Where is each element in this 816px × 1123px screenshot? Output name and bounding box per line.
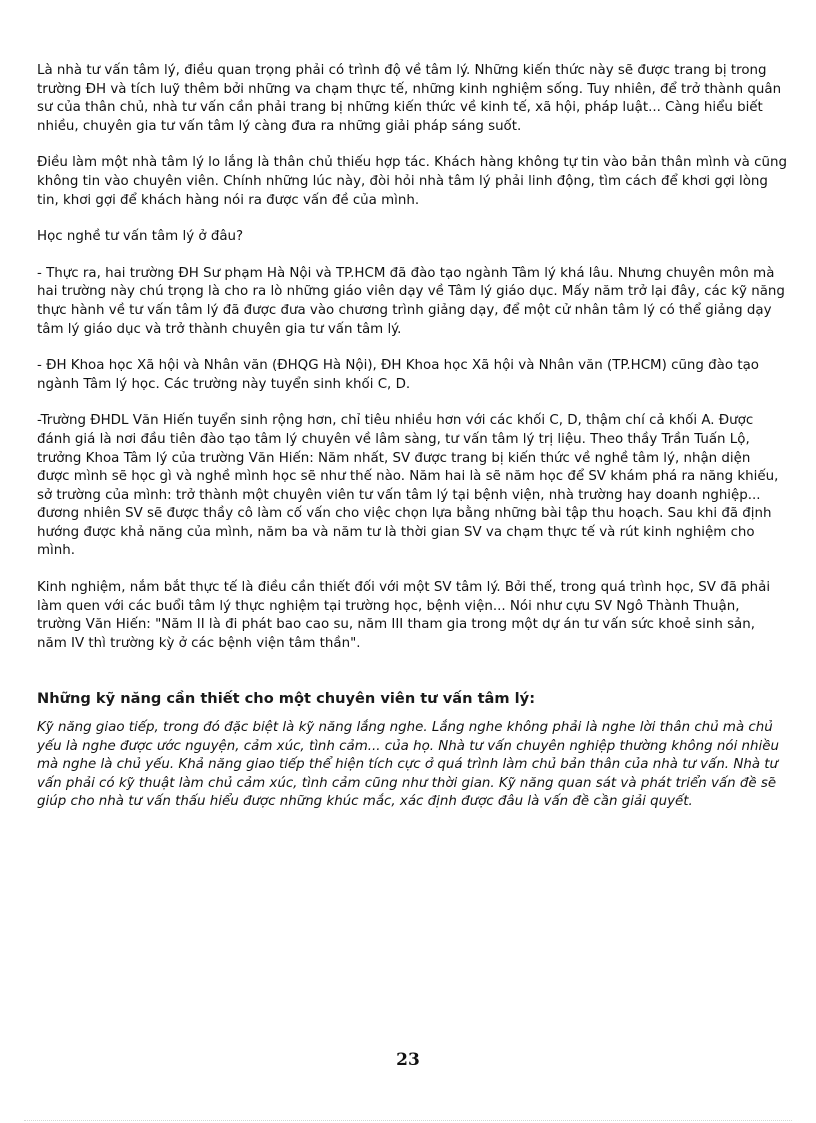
page-number: 23 [396,1050,420,1070]
paragraph-client-cooperation: Điều làm một nhà tâm lý lo lắng là thân chủ thiếu hợp tác. Khách hàng không tự tin vào bản thân mình và cũng không tin vào chuyên viên. Chính những lúc này, đòi hỏi nhà tâm lý phải linh động, tìm cách để khơi gợi lòng tin, khơi gợi để khách hàng nói ra được vấn đề của mình. [37,155,787,208]
paragraph-van-hien-university: -Trường ĐHDL Văn Hiến tuyển sinh rộng hơn, chỉ tiêu nhiều hơn với các khối C, D, thậm chí cả khối A. Được đánh giá là nơi đầu tiên đào tạo tâm lý chuyên về lâm sàng, tư vấn tâm lý trị liệu. Theo thầy Trần Tuấn Lộ, trưởng Khoa Tâm lý của trường Văn Hiến: Năm nhất, SV được trang bị kiến thức về nghề tâm lý, nhận diện được mình sẽ học gì và nghề mình học sẽ như thế nào. Năm hai là sẽ năm học để SV khám phá ra năng khiếu, sở trường của mình: trở thành một chuyên viên tư vấn tâm lý tại bệnh viện, nhà trường hay doanh nghiệp... đương nhiên SV sẽ được thầy cô làm cố vấn cho việc chọn lựa bằng những bài tập thu hoạch. Sau khi đã định hướng được khả năng của mình, năm ba và năm tư là thời gian SV va chạm thực tế và rút kinh nghiệm cho mình. [37,413,779,559]
paragraph-pedagogy-universities: - Thực ra, hai trường ĐH Sư phạm Hà Nội và TP.HCM đã đào tạo ngành Tâm lý khá lâu. Nhưng chuyên môn mà hai trường này chú trọng là cho ra lò những giáo viên dạy về Tâm lý giáo dục. Mấy năm trở lại đây, các kỹ năng thực hành về tư vấn tâm lý đã được đưa vào chương trình giảng dạy, để một cử nhân tâm lý có thể giảng dạy tâm lý giáo dục và trở thành chuyên gia tư vấn tâm lý. [37,265,785,337]
document-body [37,62,787,812]
paragraph-where-to-study: Học nghề tư vấn tâm lý ở đâu? [37,229,244,245]
paragraph-social-sciences-universities: - ĐH Khoa học Xã hội và Nhân văn (ĐHQG Hà Nội), ĐH Khoa học Xã hội và Nhân văn (TP.HCM) cũng đào tạo ngành Tâm lý học. Các trường này tuyển sinh khối C, D. [37,358,759,392]
paragraph-practical-experience: Kinh nghiệm, nắm bắt thực tế là điều cần thiết đối với một SV tâm lý. Bởi thế, trong quá trình học, SV đã phải làm quen với các buổi tâm lý thực nghiệm tại trường học, bệnh viện... Nói như cựu SV Ngô Thành Thuận, trường Văn Hiến: "Năm II là đi phát bao cao su, năm III tham gia trong một dự án tư vấn sức khoẻ sinh sản, năm IV thì trường kỳ ở các bệnh viện tâm thần". [37,580,771,651]
footer-divider [24,1120,792,1121]
paragraph-skills-italic: Kỹ năng giao tiếp, trong đó đặc biệt là kỹ năng lắng nghe. Lắng nghe không phải là nghe lời thân chủ mà chủ yếu là nghe được ước nguyện, cảm xúc, tình cảm... của họ. Nhà tư vấn chuyên nghiệp thường không nói nhiều mà nghe là chủ yếu. Khả năng giao tiếp thể hiện tích cực ở quá trình làm chủ bản thân của nhà tư vấn. Nhà tư vấn phải có kỹ thuật làm chủ cảm xúc, tình cảm cũng như thời gian. Kỹ năng quan sát và phát triển vấn đề sẽ giúp cho nhà tư vấn thấu hiểu được những khúc mắc, xác định được đâu là vấn đề cần giải quyết. [37,720,779,810]
section-heading: Những kỹ năng cần thiết cho một chuyên viên tư vấn tâm lý: [37,690,536,708]
paragraph-qualifications: Là nhà tư vấn tâm lý, điều quan trọng phải có trình độ về tâm lý. Những kiến thức này sẽ được trang bị trong trường ĐH và tích luỹ thêm bởi những va chạm thực tế, những kinh nghiệm sống. Tuy nhiên, để trở thành quân sư của thân chủ, nhà tư vấn cần phải trang bị những kiến thức về kinh tế, xã hội, pháp luật... Càng hiểu biết nhiều, chuyên gia tư vấn tâm lý càng đưa ra những giải pháp sáng suốt. [37,63,782,134]
